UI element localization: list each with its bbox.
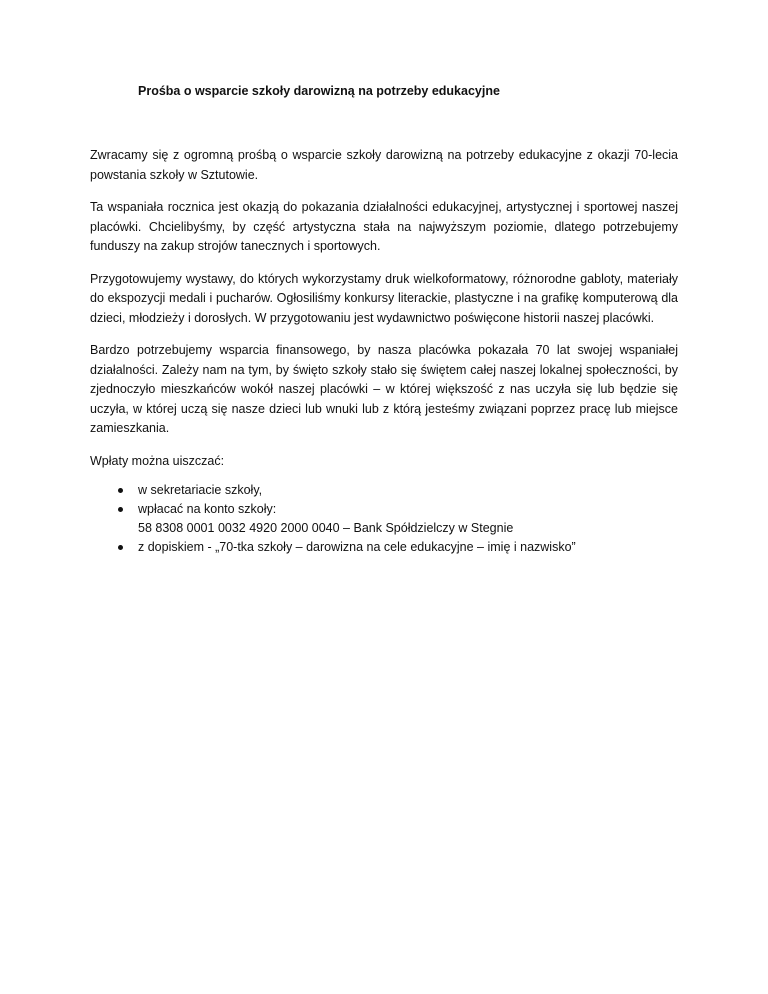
list-item xyxy=(90,481,678,500)
bank-account-text: 58 8308 0001 0032 4920 2000 0040 – Bank Spółdzielczy w Stegnie xyxy=(138,521,514,535)
bullet-icon xyxy=(118,507,123,512)
bullet-icon xyxy=(118,545,123,550)
payment-options-list xyxy=(90,481,678,557)
bullet-icon xyxy=(118,488,123,493)
list-item-text: w sekretariacie szkoły, xyxy=(138,483,263,497)
paragraph-anniversary: Ta wspaniała rocznica jest okazją do pokazania działalności edukacyjnej, artystycznej i sportowej naszej placówki. Chcielibyśmy, by część artystyczna stała na najwyższym poziomie, dlatego potrzebujemy funduszy na zakup strojów tanecznych i sportowych. xyxy=(90,200,678,253)
paragraph-exhibitions: Przygotowujemy wystawy, do których wykorzystamy druk wielkoformatowy, różnorodne gabloty, materiały do ekspozycji medali i pucharów. Ogłosiliśmy konkursy literackie, plastyczne i na grafikę komputerową dla dzieci, młodzieży i dorosłych. W przygotowaniu jest wydawnictwo poświęcone historii naszej placówki. xyxy=(90,271,678,325)
list-item xyxy=(90,500,678,538)
paragraph-support: Bardzo potrzebujemy wsparcia finansowego, by nasza placówka pokazała 70 lat swojej wspaniałej działalności. Zależy nam na tym, by święto szkoły stało się świętem całej naszej lokalnej społeczności, by zjednoczyło mieszkańców wokół naszej placówki – w której większość z nas uczyła się lub będzie się uczyła, w której uczą się nasze dzieci lub wnuki lub z którą jesteśmy związani poprzez pracę lub miejsce zamieszkania. xyxy=(90,343,678,435)
list-item-text: wpłacać na konto szkoły: xyxy=(138,502,277,516)
list-item-text: z dopiskiem - „70-tka szkoły – darowizna na cele edukacyjne – imię i nazwisko” xyxy=(138,540,576,554)
paragraph-payments-intro: Wpłaty można uiszczać: xyxy=(90,453,225,468)
document-body xyxy=(90,146,678,557)
paragraph-intro: Zwracamy się z ogromną prośbą o wsparcie szkoły darowizną na potrzeby edukacyjne z okazji 70-lecia powstania szkoły w Sztutowie. xyxy=(90,148,678,182)
list-item xyxy=(90,538,678,557)
document-title: Prośba o wsparcie szkoły darowizną na potrzeby edukacyjne xyxy=(138,84,500,98)
